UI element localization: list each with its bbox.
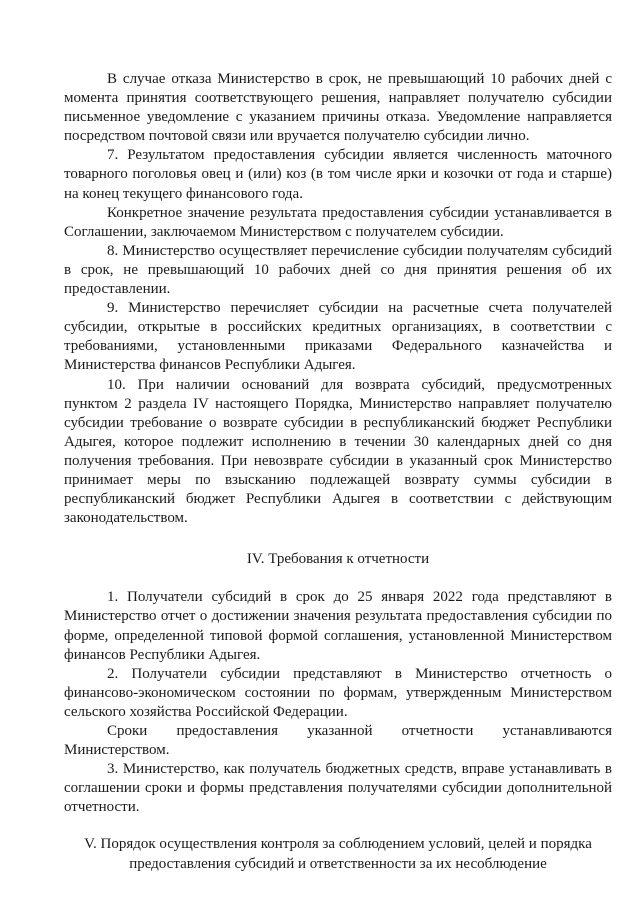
paragraph-item-10: 10. При наличии оснований для возврата субсидий, предусмотренных пунктом 2 раздела IV настоящего Порядка, Министерство направляет получателю субсидии требование о возврате субсидии в республиканский бюджет Республики Адыгея, которое подлежит исполнению в течении 30 календарных дней со дня получения требования. При невозврате субсидии в указанный срок Министерство принимает меры по взысканию подлежащей возврату суммы субсидии в республиканский бюджет Республики Адыгея в соответствии с действующим законодательством. xyxy=(64,376,612,527)
paragraph-iv-item-3: 3. Министерство, как получатель бюджетных средств, вправе устанавливать в соглашении сроки и формы представления получателями субсидии дополнительной отчетности. xyxy=(64,761,612,816)
section-v-heading xyxy=(64,835,612,873)
paragraph-result-value: Конкретное значение результата предоставления субсидии устанавливается в Соглашении, заключаемом Министерством с получателем субсидии. xyxy=(64,204,612,240)
section-v-heading-line-2: предоставления субсидий и ответственности за их несоблюдение xyxy=(129,855,547,872)
paragraph-iv-deadlines: Сроки предоставления указанной отчетности устанавливаются Министерством. xyxy=(64,723,612,759)
paragraph-item-8: 8. Министерство осуществляет перечисление субсидии получателям субсидий в срок, не превышающий 10 рабочих дней со дня принятия решения об их предоставлении. xyxy=(64,242,612,298)
section-iv-heading: IV. Требования к отчетности xyxy=(246,551,430,568)
paragraph-refusal-notice: В случае отказа Министерство в срок, не превышающий 10 рабочих дней с момента принятия соответствующего решения, направляет получателю субсидии письменное уведомление с указанием причины отказа. Уведомление направляется посредством почтовой связи или вручается получателю субсидии лично. xyxy=(64,71,612,145)
paragraph-iv-item-1: 1. Получатели субсидий в срок до 25 января 2022 года представляют в Министерство отчет о достижении значения результата предоставления субсидии по форме, определенной типовой формой соглашения, установленной Министерством финансов Республики Адыгея. xyxy=(64,589,612,663)
paragraph-iv-item-2: 2. Получатели субсидии представляют в Министерство отчетность о финансово-экономическом состоянии по формам, утвержденным Министерством сельского хозяйства Российской Федерации. xyxy=(64,665,612,720)
paragraph-item-7: 7. Результатом предоставления субсидии является численность маточного товарного поголовья овец и (или) коз (в том числе ярки и козочки от года и старше) на конец текущего финансового года. xyxy=(64,147,612,202)
section-v-heading-line-1: V. Порядок осуществления контроля за соблюдением условий, целей и порядка xyxy=(84,836,592,853)
paragraph-item-9: 9. Министерство перечисляет субсидии на расчетные счета получателей субсидии, открытые в российских кредитных организациях, в соответствии с требованиями, установленными приказами Федерального казначейства и Министерства финансов Республики Адыгея. xyxy=(64,300,612,374)
